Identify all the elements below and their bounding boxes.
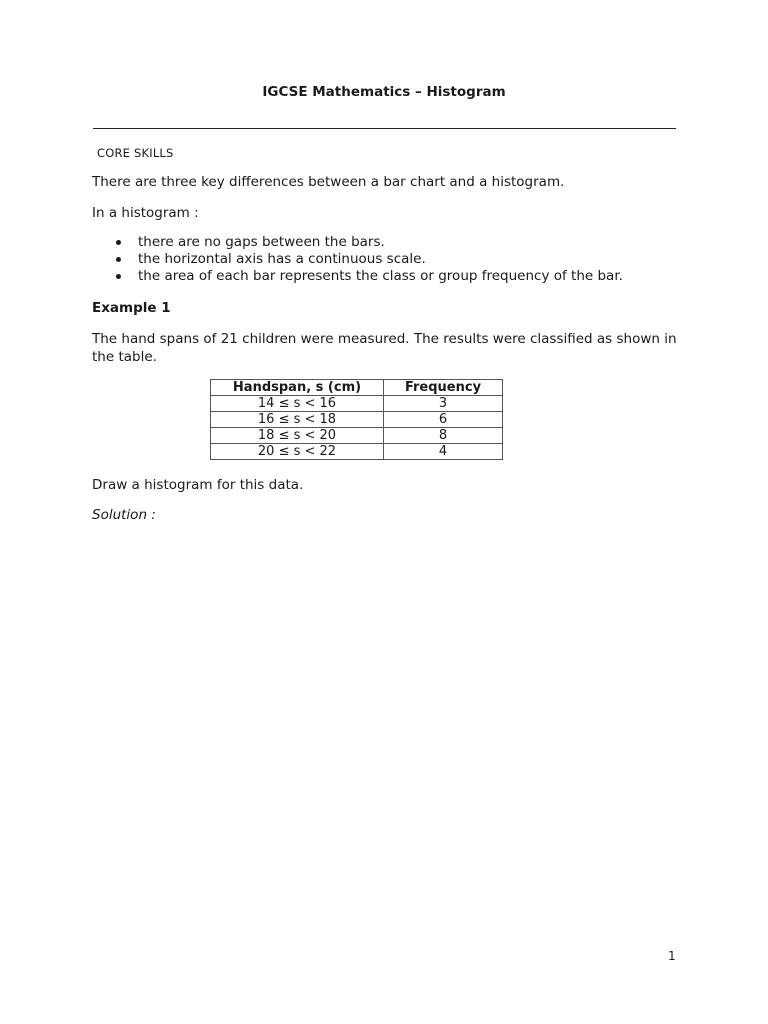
page-title: IGCSE Mathematics – Histogram <box>262 84 506 100</box>
solution-label: Solution : <box>92 507 156 523</box>
table-cell-interval: 16 ≤ s < 18 <box>211 412 384 428</box>
histogram-lead-in: In a histogram : <box>92 205 199 221</box>
table-cell-frequency: 8 <box>384 428 503 444</box>
list-item-text: the area of each bar represents the class or group frequency of the bar. <box>138 268 623 284</box>
bullet-icon <box>116 240 121 245</box>
bullet-icon <box>116 257 121 262</box>
table-row <box>211 428 503 444</box>
table-header-frequency: Frequency <box>384 380 503 396</box>
table-cell-frequency: 6 <box>384 412 503 428</box>
table-row <box>211 444 503 460</box>
problem-statement: The hand spans of 21 children were measured. The results were classified as shown in the table. <box>92 331 677 365</box>
table-row <box>211 396 503 412</box>
table-header-handspan: Handspan, s (cm) <box>211 380 384 396</box>
page-number: 1 <box>668 949 676 963</box>
table-cell-interval: 18 ≤ s < 20 <box>211 428 384 444</box>
list-item-text: the horizontal axis has a continuous scale. <box>138 251 426 267</box>
example-heading: Example 1 <box>92 300 171 316</box>
list-item-text: there are no gaps between the bars. <box>138 234 385 250</box>
table-cell-interval: 14 ≤ s < 16 <box>211 396 384 412</box>
table-cell-frequency: 3 <box>384 396 503 412</box>
intro-paragraph: There are three key differences between a bar chart and a histogram. <box>92 174 565 190</box>
instruction-text: Draw a histogram for this data. <box>92 477 304 493</box>
table-cell-interval: 20 ≤ s < 22 <box>211 444 384 460</box>
section-label: CORE SKILLS <box>97 146 174 160</box>
table-cell-frequency: 4 <box>384 444 503 460</box>
frequency-table <box>210 379 503 460</box>
table-row <box>211 412 503 428</box>
differences-list <box>92 234 623 285</box>
list-item <box>92 268 623 285</box>
list-item <box>92 251 623 268</box>
table-header-row <box>211 380 503 396</box>
list-item <box>92 234 623 251</box>
title-underline <box>93 128 676 129</box>
bullet-icon <box>116 274 121 279</box>
